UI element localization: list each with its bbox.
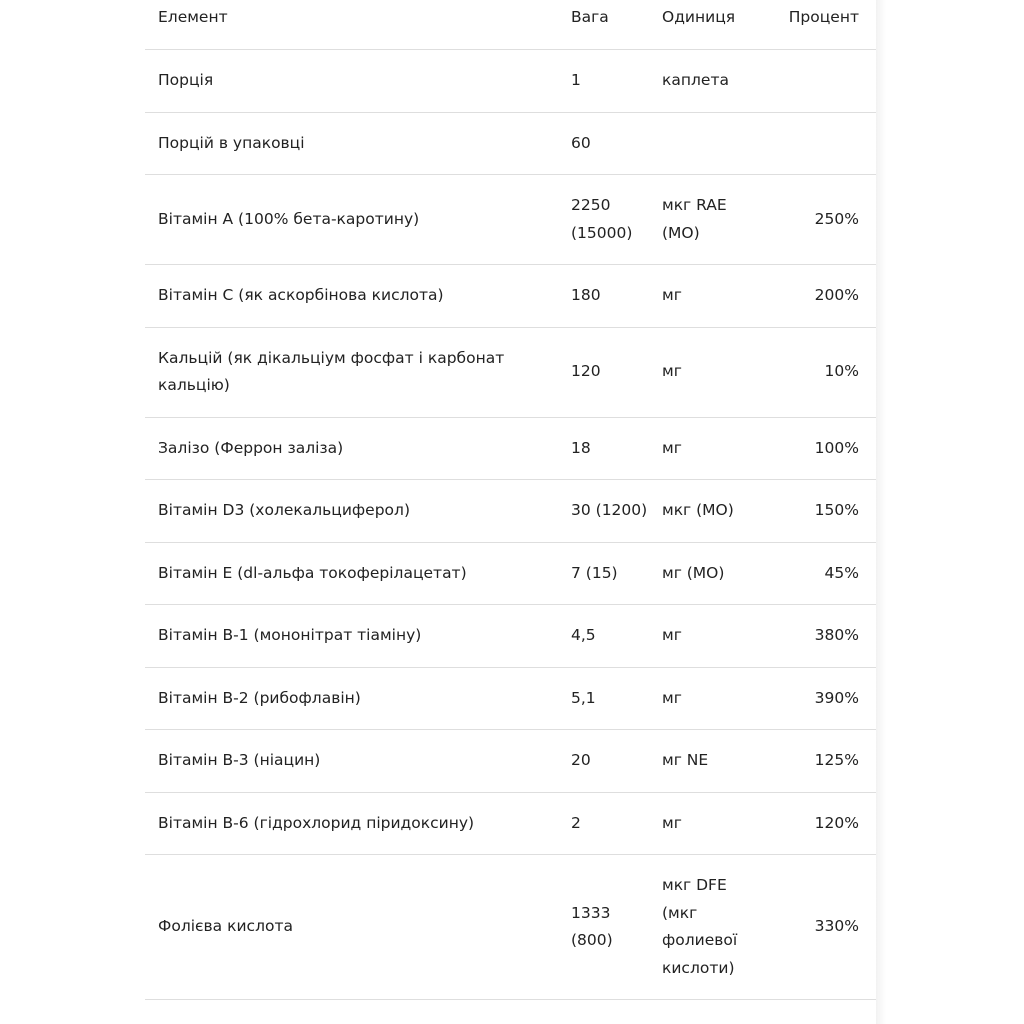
cell-weight: 5,1 xyxy=(558,667,654,730)
cell-element: Вітамін B-2 (рибофлавін) xyxy=(145,667,558,730)
table-row xyxy=(145,265,876,328)
cell-unit: мг xyxy=(654,417,766,480)
cell-weight: 1333 (800) xyxy=(558,855,654,1000)
cell-percent: 10% xyxy=(766,327,876,417)
cell-percent: 250% xyxy=(766,175,876,265)
cell-unit: мкг DFE (мкг фолиевої кислоти) xyxy=(654,855,766,1000)
cell-weight: 4,5 xyxy=(558,605,654,668)
cell-percent: 120% xyxy=(766,792,876,855)
table-body xyxy=(145,50,876,1000)
table-row xyxy=(145,542,876,605)
cell-weight: 60 xyxy=(558,112,654,175)
table-row xyxy=(145,327,876,417)
header-unit: Одиниця xyxy=(654,0,766,50)
cell-percent: 330% xyxy=(766,855,876,1000)
table-row xyxy=(145,50,876,113)
cell-weight: 120 xyxy=(558,327,654,417)
header-percent: Процент xyxy=(766,0,876,50)
cell-percent xyxy=(766,50,876,113)
cell-unit: мг (МО) xyxy=(654,542,766,605)
cell-unit: мг NE xyxy=(654,730,766,793)
cell-element: Порція xyxy=(145,50,558,113)
cell-percent: 125% xyxy=(766,730,876,793)
table-row xyxy=(145,175,876,265)
cell-percent xyxy=(766,112,876,175)
table-row xyxy=(145,605,876,668)
cell-percent: 200% xyxy=(766,265,876,328)
cell-percent: 380% xyxy=(766,605,876,668)
header-element: Елемент xyxy=(145,0,558,50)
cell-element: Кальцій (як дікальціум фосфат і карбонат кальцію) xyxy=(145,327,558,417)
cell-unit: мг xyxy=(654,667,766,730)
cell-unit: мг xyxy=(654,792,766,855)
cell-unit: мкг RAE (МО) xyxy=(654,175,766,265)
header-row xyxy=(145,0,876,50)
table-row xyxy=(145,730,876,793)
cell-weight: 2250 (15000) xyxy=(558,175,654,265)
cell-unit: мг xyxy=(654,605,766,668)
cell-weight: 1 xyxy=(558,50,654,113)
cell-weight: 20 xyxy=(558,730,654,793)
cell-weight: 18 xyxy=(558,417,654,480)
cell-unit: каплета xyxy=(654,50,766,113)
cell-unit: мг xyxy=(654,265,766,328)
cell-element: Залізо (Феррон заліза) xyxy=(145,417,558,480)
table-row xyxy=(145,855,876,1000)
cell-percent: 150% xyxy=(766,480,876,543)
nutrition-table-container xyxy=(145,0,876,1000)
panel-edge-shadow xyxy=(876,0,886,1024)
cell-element: Вітамін B-6 (гідрохлорид піридоксину) xyxy=(145,792,558,855)
table-row xyxy=(145,667,876,730)
cell-weight: 7 (15) xyxy=(558,542,654,605)
nutrition-table xyxy=(145,0,876,1000)
cell-element: Вітамін B-1 (мононітрат тіаміну) xyxy=(145,605,558,668)
table-row xyxy=(145,792,876,855)
cell-unit: мг xyxy=(654,327,766,417)
table-row xyxy=(145,480,876,543)
cell-unit xyxy=(654,112,766,175)
cell-element: Вітамін C (як аскорбінова кислота) xyxy=(145,265,558,328)
cell-weight: 30 (1200) xyxy=(558,480,654,543)
cell-percent: 390% xyxy=(766,667,876,730)
cell-unit: мкг (МО) xyxy=(654,480,766,543)
cell-element: Порцій в упаковці xyxy=(145,112,558,175)
table-header xyxy=(145,0,876,50)
table-row xyxy=(145,112,876,175)
header-weight: Вага xyxy=(558,0,654,50)
cell-percent: 100% xyxy=(766,417,876,480)
cell-element: Вітамін D3 (холекальциферол) xyxy=(145,480,558,543)
cell-element: Фолієва кислота xyxy=(145,855,558,1000)
cell-element: Вітамін B-3 (ніацин) xyxy=(145,730,558,793)
cell-element: Вітамін A (100% бета-каротину) xyxy=(145,175,558,265)
cell-percent: 45% xyxy=(766,542,876,605)
cell-weight: 180 xyxy=(558,265,654,328)
cell-weight: 2 xyxy=(558,792,654,855)
cell-element: Вітамін E (dl-альфа токоферілацетат) xyxy=(145,542,558,605)
table-row xyxy=(145,417,876,480)
